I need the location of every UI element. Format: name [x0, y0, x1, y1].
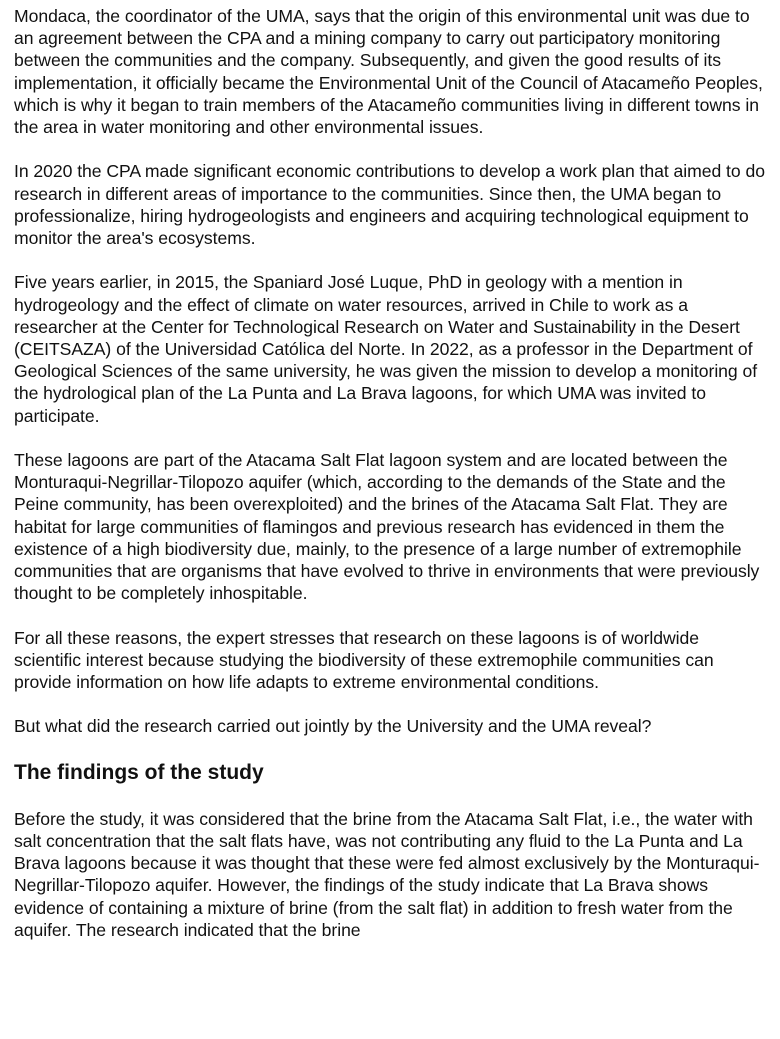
paragraph-jose-luque: Five years earlier, in 2015, the Spaniard José Luque, PhD in geology with a mention in hydrogeology and the effect of climate on water resources, arrived in Chile to work as a researcher at the Center for Technological Research on Water and Sustainability in the Desert (CEITSAZA) of the Universidad Católica del Norte. In 2022, as a professor in the Department of Geological Sciences of the same university, he was given the mission to develop a monitoring of the hydrological plan of the La Punta and La Brava lagoons, for which UMA was invited to participate. [14, 272, 758, 426]
paragraph-research-question: But what did the research carried out jointly by the University and the UMA reveal? [14, 716, 652, 737]
article-body [14, 5, 766, 963]
paragraph-scientific-interest: For all these reasons, the expert stresses that research on these lagoons is of worldwide scientific interest because studying the biodiversity of these extremophile communities can provide information on how life adapts to extreme environmental conditions. [14, 627, 714, 693]
paragraph-cpa-contributions: In 2020 the CPA made significant economic contributions to develop a work plan that aimed to do research in different areas of importance to the communities. Since then, the UMA began to professionalize, hiring hydrogeologists and engineers and acquiring technological equipment to monitor the area's ecosystems. [14, 161, 765, 249]
paragraph-study-findings: Before the study, it was considered that the brine from the Atacama Salt Flat, i.e., the water with salt concentration that the salt flats have, was not contributing any fluid to the La Punta and La Brava lagoons because it was thought that these were fed almost exclusively by the Monturaqui-Negrillar-Tilopozo aquifer. However, the findings of the study indicate that La Brava shows evidence of containing a mixture of brine (from the salt flat) in addition to fresh water from the aquifer. The research indicated that the brine [14, 808, 760, 940]
paragraph-uma-origin: Mondaca, the coordinator of the UMA, says that the origin of this environmental unit was due to an agreement between the CPA and a mining company to carry out participatory monitoring between the communities and the company. Subsequently, and given the good results of its implementation, it officially became the Environmental Unit of the Council of Atacameño Peoples, which is why it began to train members of the Atacameño communities living in different towns in the area in water monitoring and other environmental issues. [14, 6, 763, 138]
paragraph-lagoons-habitat: These lagoons are part of the Atacama Salt Flat lagoon system and are located between the Monturaqui-Negrillar-Tilopozo aquifer (which, according to the demands of the State and the Peine community, has been overexploited) and the brines of the Atacama Salt Flat. They are habitat for large communities of flamingos and previous research has evidenced in them the existence of a high biodiversity due, mainly, to the presence of a large number of extremophile communities that are organisms that have evolved to thrive in environments that were previously thought to be completely inhospitable. [14, 450, 760, 604]
section-heading-findings: The findings of the study [14, 760, 264, 784]
